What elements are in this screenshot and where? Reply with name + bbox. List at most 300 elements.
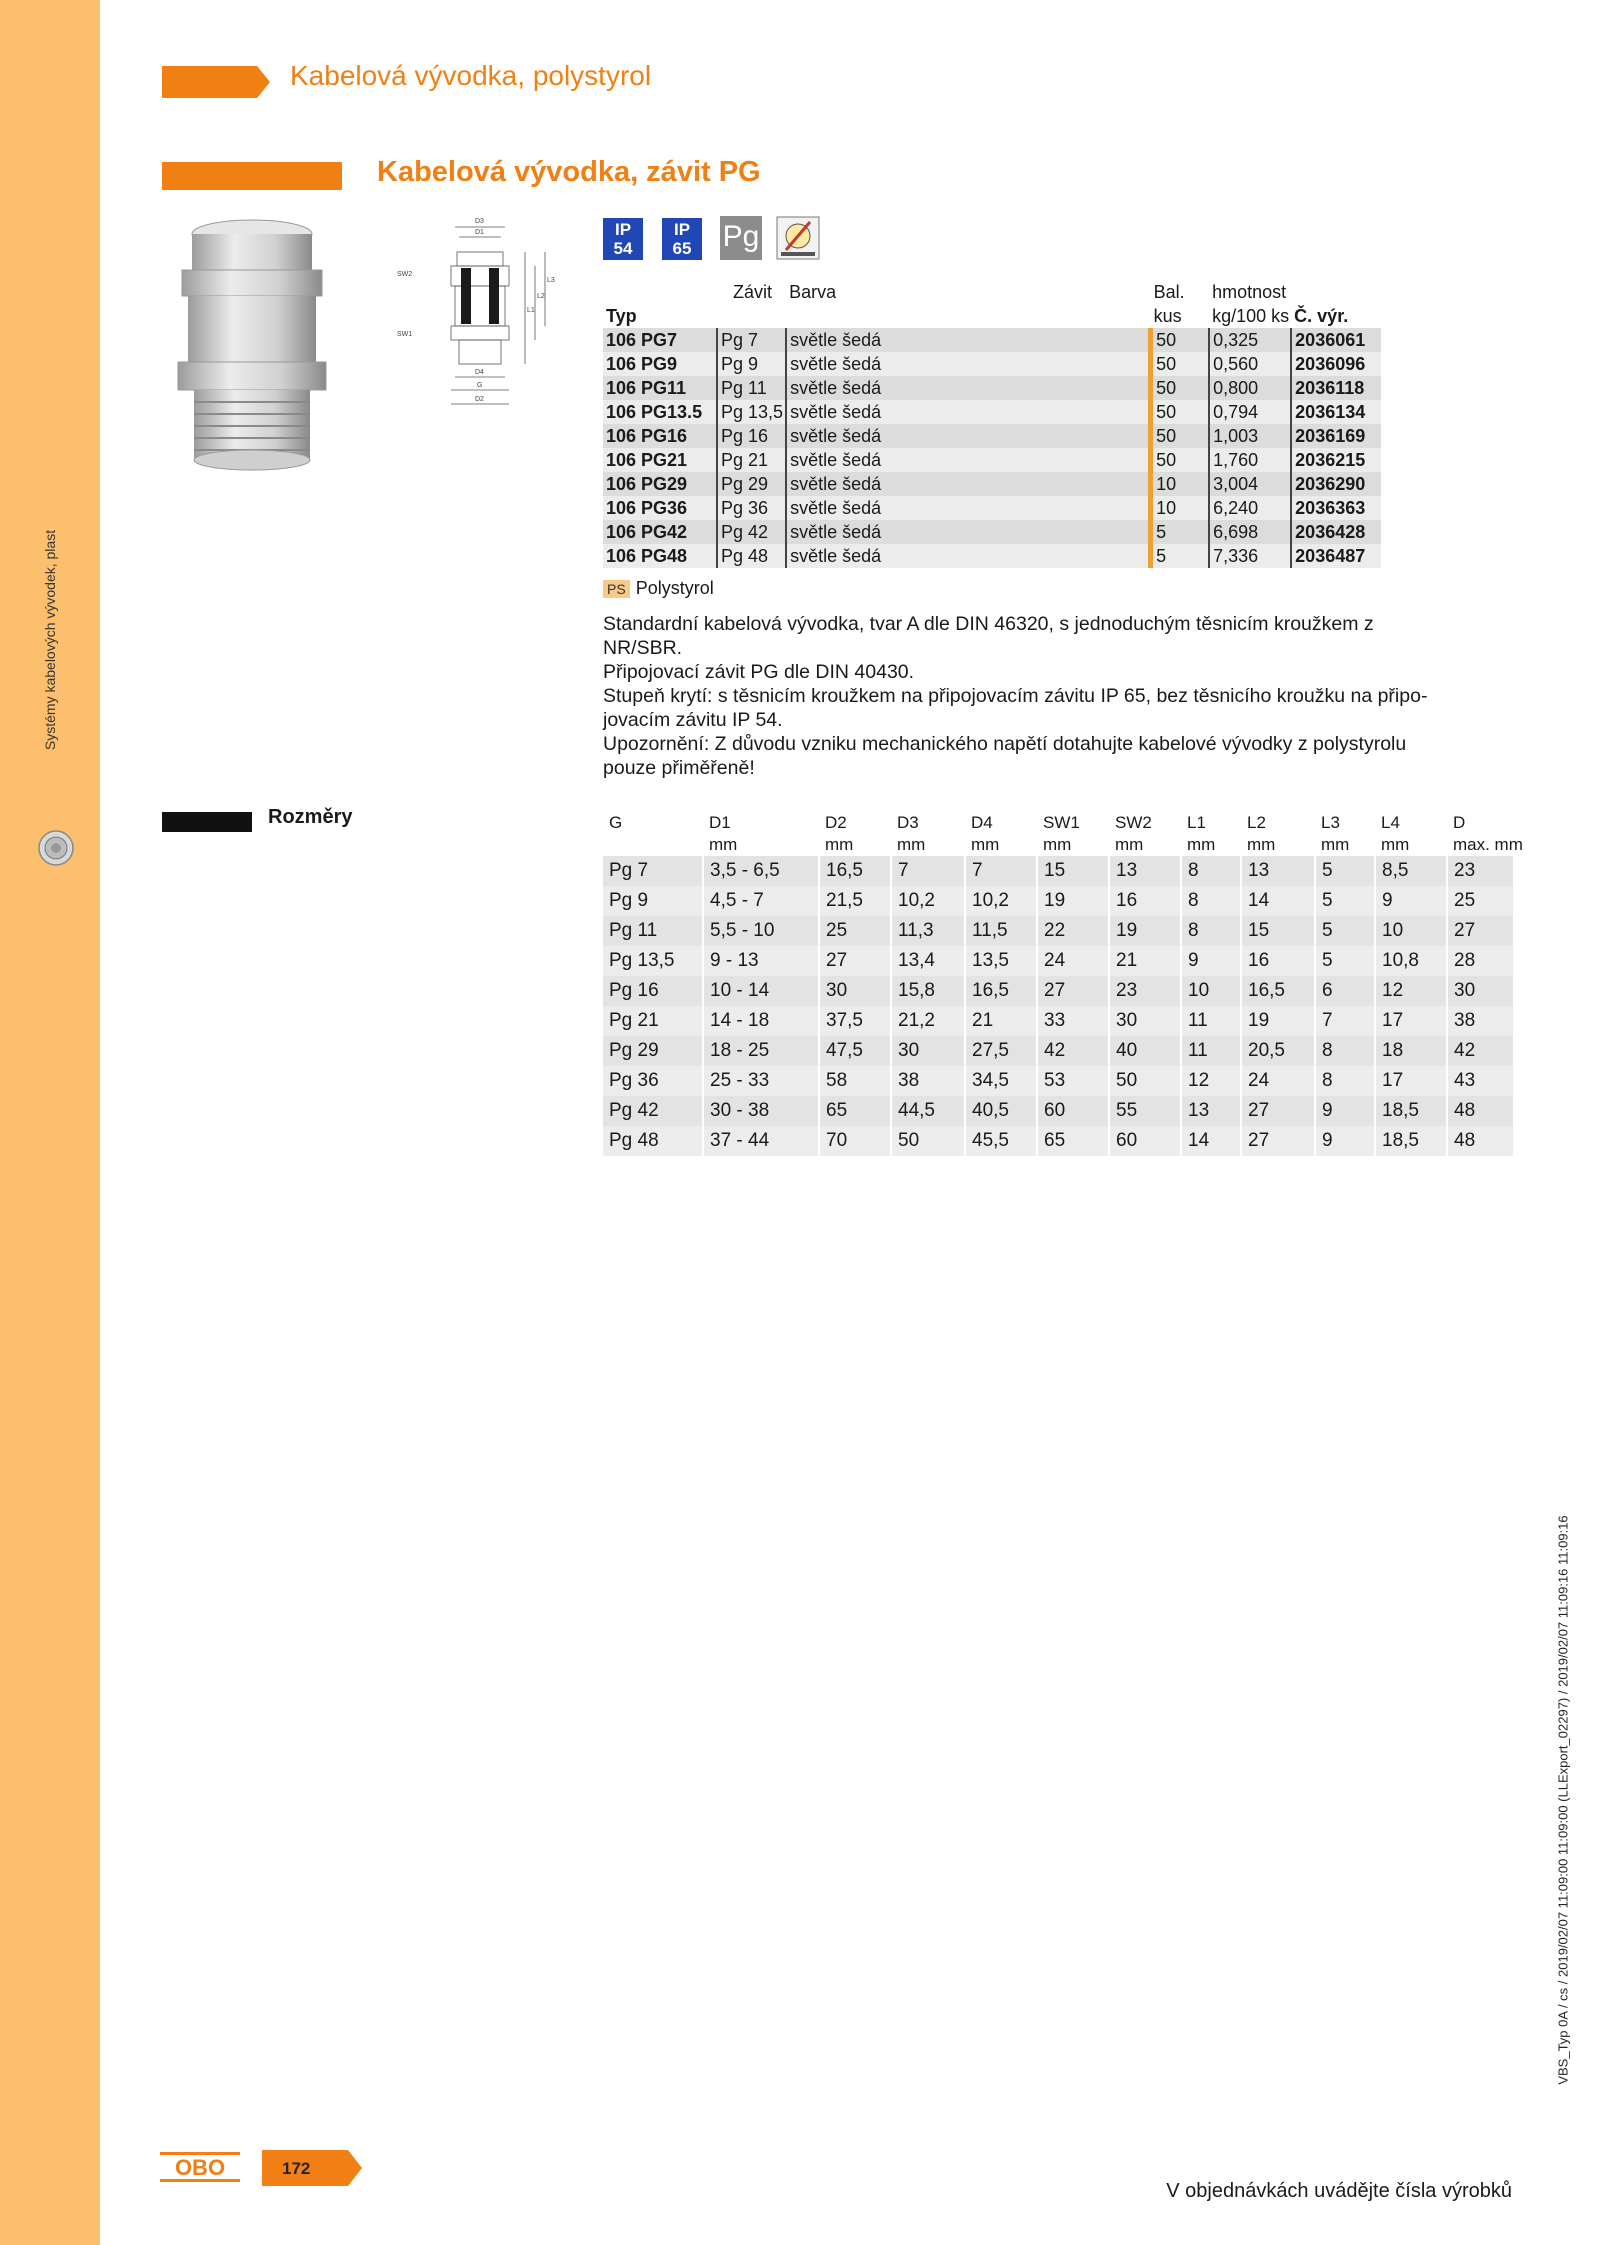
dimension-cell: 21 xyxy=(1109,946,1181,976)
dimension-cell: 58 xyxy=(819,1066,891,1096)
product-table-header-bottom xyxy=(603,304,1381,328)
print-metadata: VBS_Typ 0A / cs / 2019/02/07 11:09:00 11:09:00 (LLExport_02297) / 2019/02/07 11:09:16 11:09:16 xyxy=(1555,1515,1571,2085)
dimensions-table-body xyxy=(603,856,1513,1156)
product-type: 106 PG16 xyxy=(603,424,717,448)
dim-header-cell xyxy=(1375,812,1447,856)
sidebar-text: Systémy kabelových vývodek, plast xyxy=(42,529,58,751)
dimension-cell: 47,5 xyxy=(819,1036,891,1066)
product-thread: Pg 29 xyxy=(717,472,786,496)
dimension-cell: Pg 9 xyxy=(603,886,703,916)
dimension-cell: 45,5 xyxy=(965,1126,1037,1156)
dimension-cell: Pg 16 xyxy=(603,976,703,1006)
dimension-cell: 15 xyxy=(1037,856,1109,886)
dimension-row xyxy=(603,946,1513,976)
dimension-cell: 30 xyxy=(1447,976,1513,1006)
dimension-cell: 5 xyxy=(1315,946,1375,976)
dimension-cell: Pg 48 xyxy=(603,1126,703,1156)
dimension-cell: 43 xyxy=(1447,1066,1513,1096)
dim-header-cell xyxy=(819,812,891,856)
dim-header-unit: mm xyxy=(1247,835,1276,854)
dimensions-table xyxy=(603,812,1523,1156)
product-row xyxy=(603,352,1381,376)
dimension-cell: 18,5 xyxy=(1375,1126,1447,1156)
dimension-cell: 7 xyxy=(965,856,1037,886)
product-table-header-top xyxy=(603,280,1381,304)
product-thread: Pg 11 xyxy=(717,376,786,400)
product-weight: 6,698 xyxy=(1209,520,1291,544)
dimension-cell: 23 xyxy=(1447,856,1513,886)
product-pack: 50 xyxy=(1151,328,1210,352)
dimension-cell: 10,2 xyxy=(891,886,965,916)
dimension-cell: Pg 42 xyxy=(603,1096,703,1126)
product-color: světle šedá xyxy=(786,400,883,424)
badge-line: 65 xyxy=(672,239,692,258)
dim-header-unit: mm xyxy=(1187,835,1216,854)
dimension-cell: 30 xyxy=(819,976,891,1006)
dim-header-unit: mm xyxy=(971,835,1000,854)
svg-text:D4: D4 xyxy=(475,369,484,376)
svg-text:L3: L3 xyxy=(547,277,555,284)
dimension-cell: 9 xyxy=(1375,886,1447,916)
header-weight: hmotnost xyxy=(1212,282,1287,302)
page-number: 172 xyxy=(282,2159,311,2178)
dimension-cell: 16,5 xyxy=(819,856,891,886)
dim-header-unit: mm xyxy=(897,835,926,854)
product-color: světle šedá xyxy=(786,424,883,448)
dimension-cell: 42 xyxy=(1037,1036,1109,1066)
header-pack: Bal. xyxy=(1153,282,1185,302)
dim-header-unit: mm xyxy=(1115,835,1144,854)
dim-header-name: L1 xyxy=(1187,813,1206,832)
spacer-cell xyxy=(883,448,1151,472)
product-weight: 0,560 xyxy=(1209,352,1291,376)
dimension-cell: 8 xyxy=(1315,1066,1375,1096)
header-cell xyxy=(717,304,786,328)
spacer-cell xyxy=(883,496,1151,520)
dimension-cell: 13 xyxy=(1241,856,1315,886)
dim-header-name: SW2 xyxy=(1115,813,1152,832)
dimension-cell: 13 xyxy=(1181,1096,1241,1126)
dimension-cell: 19 xyxy=(1037,886,1109,916)
cable-gland-icon xyxy=(36,828,76,868)
product-article: 2036061 xyxy=(1291,328,1381,352)
dim-header-cell xyxy=(1315,812,1375,856)
dimension-cell: 27 xyxy=(1241,1096,1315,1126)
dimension-cell: 22 xyxy=(1037,916,1109,946)
header-accent-bar xyxy=(162,66,270,98)
dimension-cell: 18 xyxy=(1375,1036,1447,1066)
footer-note: V objednávkách uvádějte čísla výrobků xyxy=(1166,2180,1512,2202)
product-pack: 50 xyxy=(1151,352,1210,376)
dim-header-cell xyxy=(1241,812,1315,856)
halogen-free-icon xyxy=(776,216,820,260)
dim-header-unit: max. mm xyxy=(1453,835,1523,854)
product-color: světle šedá xyxy=(786,448,883,472)
dim-header-name: D2 xyxy=(825,813,847,832)
dimension-cell: 5,5 - 10 xyxy=(703,916,819,946)
dim-header-cell xyxy=(1181,812,1241,856)
dimension-cell: 16 xyxy=(1109,886,1181,916)
svg-text:OBO: OBO xyxy=(174,2155,226,2180)
product-color: světle šedá xyxy=(786,544,883,568)
dimension-cell: 40 xyxy=(1109,1036,1181,1066)
spacer-cell xyxy=(883,400,1151,424)
dimension-cell: 17 xyxy=(1375,1006,1447,1036)
dim-header-unit: mm xyxy=(709,835,738,854)
product-article: 2036169 xyxy=(1291,424,1381,448)
dimension-cell: 60 xyxy=(1109,1126,1181,1156)
product-type: 106 PG36 xyxy=(603,496,717,520)
dimension-cell: 25 xyxy=(1447,886,1513,916)
product-thread: Pg 42 xyxy=(717,520,786,544)
dim-header-cell xyxy=(603,812,703,856)
svg-text:L2: L2 xyxy=(537,293,545,300)
dimension-cell: 18 - 25 xyxy=(703,1036,819,1066)
dimension-cell: 12 xyxy=(1181,1066,1241,1096)
product-row xyxy=(603,520,1381,544)
dimension-row xyxy=(603,856,1513,886)
dimension-cell: 40,5 xyxy=(965,1096,1037,1126)
product-article: 2036290 xyxy=(1291,472,1381,496)
dimension-cell: 38 xyxy=(891,1066,965,1096)
dimension-cell: 17 xyxy=(1375,1066,1447,1096)
header-cell xyxy=(786,304,883,328)
dimension-cell: 13,5 xyxy=(965,946,1037,976)
dim-header-unit: mm xyxy=(1321,835,1350,854)
dimension-cell: 16,5 xyxy=(965,976,1037,1006)
product-thread: Pg 21 xyxy=(717,448,786,472)
dimensions-title: Rozměry xyxy=(268,806,353,828)
dimension-cell: 25 - 33 xyxy=(703,1066,819,1096)
dimension-cell: 12 xyxy=(1375,976,1447,1006)
dim-header-cell xyxy=(703,812,819,856)
dimension-cell: 4,5 - 7 xyxy=(703,886,819,916)
dimension-cell: 37,5 xyxy=(819,1006,891,1036)
product-row xyxy=(603,472,1381,496)
spacer-cell xyxy=(883,424,1151,448)
dimension-cell: 13,4 xyxy=(891,946,965,976)
dimension-cell: 37 - 44 xyxy=(703,1126,819,1156)
dimension-cell: 55 xyxy=(1109,1096,1181,1126)
svg-text:D3: D3 xyxy=(475,218,484,225)
dim-header-name: L2 xyxy=(1247,813,1266,832)
dimension-cell: 50 xyxy=(891,1126,965,1156)
dimension-cell: 20,5 xyxy=(1241,1036,1315,1066)
product-color: světle šedá xyxy=(786,352,883,376)
dimension-cell: 7 xyxy=(891,856,965,886)
product-row xyxy=(603,544,1381,568)
dimension-cell: 34,5 xyxy=(965,1066,1037,1096)
product-type: 106 PG9 xyxy=(603,352,717,376)
dimension-cell: 19 xyxy=(1241,1006,1315,1036)
dim-header-cell xyxy=(1109,812,1181,856)
svg-text:D2: D2 xyxy=(475,396,484,403)
product-pack: 5 xyxy=(1151,520,1210,544)
dimension-cell: 19 xyxy=(1109,916,1181,946)
description-line: Připojovací závit PG dle DIN 40430. xyxy=(603,661,915,683)
dim-header-name: D1 xyxy=(709,813,731,832)
dimension-cell: 38 xyxy=(1447,1006,1513,1036)
dimension-cell: 9 xyxy=(1181,946,1241,976)
product-weight: 0,325 xyxy=(1209,328,1291,352)
dimension-cell: 30 - 38 xyxy=(703,1096,819,1126)
product-weight: 0,794 xyxy=(1209,400,1291,424)
dimension-cell: 70 xyxy=(819,1126,891,1156)
dimension-cell: 24 xyxy=(1037,946,1109,976)
dimension-cell: 8,5 xyxy=(1375,856,1447,886)
header-color: Barva xyxy=(789,282,837,302)
product-article: 2036428 xyxy=(1291,520,1381,544)
product-color: světle šedá xyxy=(786,496,883,520)
dimension-cell: Pg 29 xyxy=(603,1036,703,1066)
spacer-cell xyxy=(883,328,1151,352)
dimension-cell: 30 xyxy=(891,1036,965,1066)
dimension-row xyxy=(603,1126,1513,1156)
product-article: 2036215 xyxy=(1291,448,1381,472)
dimension-cell: 23 xyxy=(1109,976,1181,1006)
header-cell xyxy=(1291,280,1381,304)
dim-header-name: D3 xyxy=(897,813,919,832)
product-row xyxy=(603,448,1381,472)
header-pack-unit: kus xyxy=(1153,306,1182,326)
header-article: Č. výr. xyxy=(1294,306,1349,326)
dimension-cell: 16 xyxy=(1241,946,1315,976)
dimension-row xyxy=(603,976,1513,1006)
dim-header-name: G xyxy=(609,813,623,832)
dim-header-cell xyxy=(1037,812,1109,856)
dimension-cell: 13 xyxy=(1109,856,1181,886)
spacer-cell xyxy=(883,352,1151,376)
material-label: Polystyrol xyxy=(635,578,714,598)
dimension-cell: 24 xyxy=(1241,1066,1315,1096)
dim-header-name: L4 xyxy=(1381,813,1400,832)
dimension-cell: Pg 11 xyxy=(603,916,703,946)
dimension-cell: 27 xyxy=(819,946,891,976)
dimension-cell: 53 xyxy=(1037,1066,1109,1096)
header-weight-unit: kg/100 ks xyxy=(1212,306,1290,326)
dim-header-unit: mm xyxy=(1381,835,1410,854)
dimension-cell: 8 xyxy=(1181,916,1241,946)
dimension-cell: 11 xyxy=(1181,1006,1241,1036)
technical-drawing xyxy=(395,212,570,417)
dimension-cell: Pg 36 xyxy=(603,1066,703,1096)
dimension-cell: 5 xyxy=(1315,886,1375,916)
spacer-cell xyxy=(883,472,1151,496)
dimension-cell: 10,8 xyxy=(1375,946,1447,976)
dimension-cell: 5 xyxy=(1315,916,1375,946)
product-color: světle šedá xyxy=(786,472,883,496)
product-row xyxy=(603,400,1381,424)
ip54-badge xyxy=(603,218,643,260)
product-weight: 1,003 xyxy=(1209,424,1291,448)
product-pack: 50 xyxy=(1151,448,1210,472)
dimension-cell: 27 xyxy=(1037,976,1109,1006)
dimension-cell: 14 - 18 xyxy=(703,1006,819,1036)
description-line: Upozornění: Z důvodu vzniku mechanického napětí dotahujte kabelové vývodky z polystyrolu pouze přiměřeně! xyxy=(603,733,1407,779)
dimension-cell: 7 xyxy=(1315,1006,1375,1036)
dim-header-name: D4 xyxy=(971,813,993,832)
product-weight: 7,336 xyxy=(1209,544,1291,568)
dim-header-name: L3 xyxy=(1321,813,1340,832)
dimension-cell: 21,5 xyxy=(819,886,891,916)
dim-header-unit: mm xyxy=(1043,835,1072,854)
dimension-cell: 5 xyxy=(1315,856,1375,886)
pg-thread-badge: Pg xyxy=(720,216,762,260)
dimension-cell: 42 xyxy=(1447,1036,1513,1066)
svg-text:L1: L1 xyxy=(527,307,535,314)
product-pack: 50 xyxy=(1151,424,1210,448)
product-weight: 0,800 xyxy=(1209,376,1291,400)
product-table-body xyxy=(603,328,1381,568)
dimension-cell: 48 xyxy=(1447,1096,1513,1126)
header-cell xyxy=(603,280,717,304)
badge-line: 54 xyxy=(613,239,633,258)
dimension-cell: 44,5 xyxy=(891,1096,965,1126)
dimension-cell: 14 xyxy=(1181,1126,1241,1156)
product-row xyxy=(603,328,1381,352)
sidebar-strip xyxy=(0,0,100,2245)
svg-text:G: G xyxy=(477,382,483,389)
description-line: Standardní kabelová vývodka, tvar A dle DIN 46320, s jednoduchým těsnicím kroužkem z NR/SBR. xyxy=(603,613,1374,659)
product-color: světle šedá xyxy=(786,376,883,400)
product-photo xyxy=(160,212,345,477)
description-line: Stupeň krytí: s těsnicím kroužkem na připojovacím závitu IP 65, bez těsnicího kroužku na připo-jovacím závitu IP 54. xyxy=(603,685,1428,731)
dimension-cell: 65 xyxy=(819,1096,891,1126)
page-title: Kabelová vývodka, polystyrol xyxy=(290,60,652,91)
product-type: 106 PG29 xyxy=(603,472,717,496)
dimension-cell: 10 xyxy=(1375,916,1447,946)
product-row xyxy=(603,376,1381,400)
dimension-cell: 8 xyxy=(1181,886,1241,916)
product-pack: 10 xyxy=(1151,496,1210,520)
dimension-cell: 11 xyxy=(1181,1036,1241,1066)
page-number-tab xyxy=(262,2150,362,2186)
section-accent-bar xyxy=(162,162,342,190)
dimension-row xyxy=(603,1036,1513,1066)
dimension-cell: Pg 13,5 xyxy=(603,946,703,976)
product-weight: 6,240 xyxy=(1209,496,1291,520)
dim-header-cell xyxy=(1447,812,1523,856)
product-row xyxy=(603,496,1381,520)
dimension-cell: 6 xyxy=(1315,976,1375,1006)
product-type: 106 PG13.5 xyxy=(603,400,717,424)
dimension-cell: 50 xyxy=(1109,1066,1181,1096)
dim-header-name: D xyxy=(1453,813,1466,832)
product-pack: 5 xyxy=(1151,544,1210,568)
svg-text:D1: D1 xyxy=(475,229,484,236)
product-weight: 3,004 xyxy=(1209,472,1291,496)
spacer-cell xyxy=(883,544,1151,568)
product-thread: Pg 16 xyxy=(717,424,786,448)
obo-logo xyxy=(160,2152,240,2182)
dimension-row xyxy=(603,916,1513,946)
dimension-cell: 25 xyxy=(819,916,891,946)
product-type: 106 PG11 xyxy=(603,376,717,400)
dimension-cell: 11,3 xyxy=(891,916,965,946)
product-row xyxy=(603,424,1381,448)
product-article: 2036363 xyxy=(1291,496,1381,520)
product-thread: Pg 9 xyxy=(717,352,786,376)
product-table xyxy=(603,280,1381,568)
spacer-cell xyxy=(883,376,1151,400)
dimension-cell: 15 xyxy=(1241,916,1315,946)
product-type: 106 PG7 xyxy=(603,328,717,352)
material-code: PS xyxy=(603,580,630,598)
ip65-badge xyxy=(662,218,702,260)
product-article: 2036487 xyxy=(1291,544,1381,568)
dimension-row xyxy=(603,1006,1513,1036)
material-legend xyxy=(603,578,714,599)
dimension-cell: 8 xyxy=(1181,856,1241,886)
product-thread: Pg 36 xyxy=(717,496,786,520)
badge-line: IP xyxy=(673,220,691,239)
svg-text:SW2: SW2 xyxy=(397,271,413,278)
dimension-cell: 9 - 13 xyxy=(703,946,819,976)
dimension-cell: 10 - 14 xyxy=(703,976,819,1006)
dim-header-cell xyxy=(891,812,965,856)
dimension-cell: 48 xyxy=(1447,1126,1513,1156)
dimension-cell: 21,2 xyxy=(891,1006,965,1036)
dim-header-name: SW1 xyxy=(1043,813,1080,832)
product-pack: 50 xyxy=(1151,400,1210,424)
header-cell xyxy=(883,304,1151,328)
product-type: 106 PG48 xyxy=(603,544,717,568)
dimension-cell: 27 xyxy=(1447,916,1513,946)
dimension-row xyxy=(603,1066,1513,1096)
svg-text:SW1: SW1 xyxy=(397,331,413,338)
dimension-cell: 10,2 xyxy=(965,886,1037,916)
product-thread: Pg 7 xyxy=(717,328,786,352)
dimension-cell: Pg 7 xyxy=(603,856,703,886)
dimension-cell: 15,8 xyxy=(891,976,965,1006)
section-title: Kabelová vývodka, závit PG xyxy=(377,156,761,188)
product-article: 2036118 xyxy=(1291,376,1381,400)
dimension-cell: 16,5 xyxy=(1241,976,1315,1006)
header-cell xyxy=(883,280,1151,304)
product-pack: 10 xyxy=(1151,472,1210,496)
product-article: 2036134 xyxy=(1291,400,1381,424)
product-thread: Pg 48 xyxy=(717,544,786,568)
spacer-cell xyxy=(883,520,1151,544)
dimension-cell: 65 xyxy=(1037,1126,1109,1156)
product-color: světle šedá xyxy=(786,520,883,544)
product-color: světle šedá xyxy=(786,328,883,352)
dimension-cell: 27,5 xyxy=(965,1036,1037,1066)
dimension-cell: 30 xyxy=(1109,1006,1181,1036)
dim-header-cell xyxy=(965,812,1037,856)
dimension-cell: 27 xyxy=(1241,1126,1315,1156)
dimension-cell: 11,5 xyxy=(965,916,1037,946)
product-pack: 50 xyxy=(1151,376,1210,400)
dimension-cell: 21 xyxy=(965,1006,1037,1036)
dimension-cell: 9 xyxy=(1315,1096,1375,1126)
dimension-cell: 9 xyxy=(1315,1126,1375,1156)
dimensions-accent-bar xyxy=(162,812,252,832)
product-weight: 1,760 xyxy=(1209,448,1291,472)
dimensions-header-row xyxy=(603,812,1513,856)
product-thread: Pg 13,5 xyxy=(717,400,786,424)
dimension-cell: 60 xyxy=(1037,1096,1109,1126)
dimension-cell: Pg 21 xyxy=(603,1006,703,1036)
header-thread: Závit xyxy=(733,282,773,302)
dimension-row xyxy=(603,1096,1513,1126)
dimension-row xyxy=(603,886,1513,916)
dimension-cell: 33 xyxy=(1037,1006,1109,1036)
product-type: 106 PG42 xyxy=(603,520,717,544)
header-type: Typ xyxy=(606,306,637,326)
badge-line: IP xyxy=(614,220,632,239)
dim-header-unit: mm xyxy=(825,835,854,854)
